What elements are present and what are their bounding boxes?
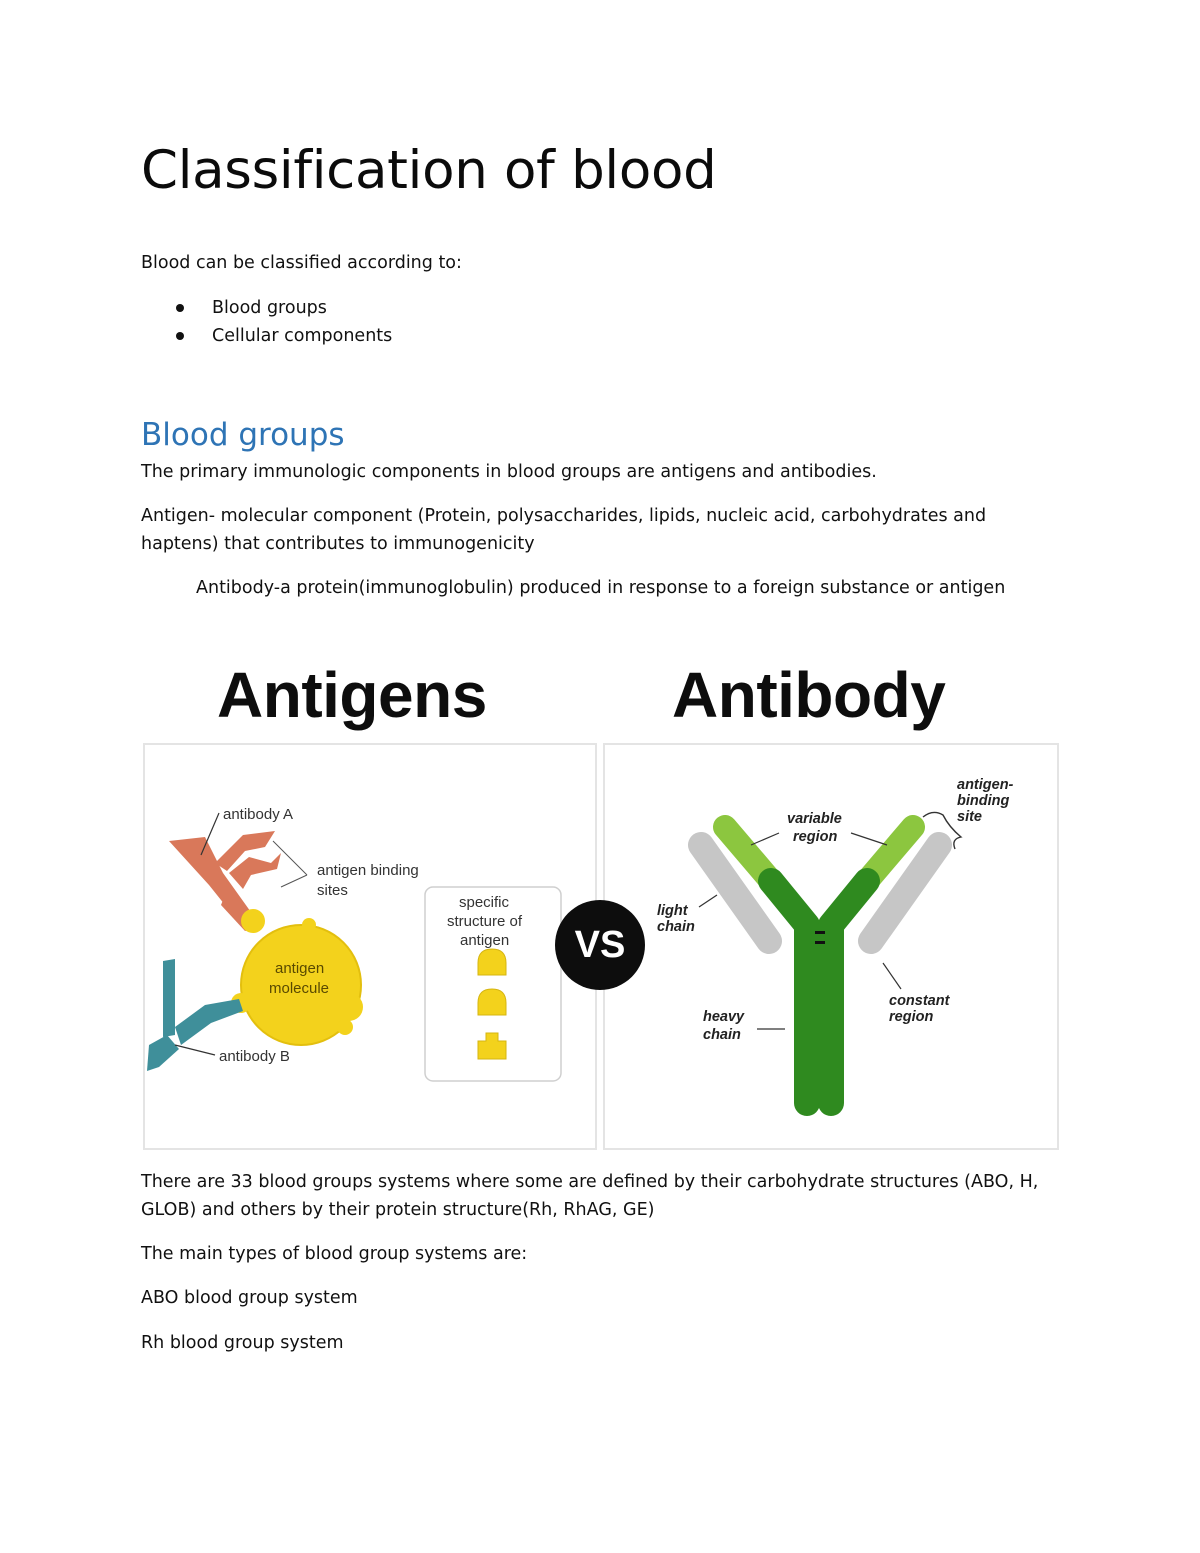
- systems-text-line2: GLOB) and others by their protein structure(Rh, RhAG, GE): [141, 1200, 655, 1220]
- label-specific-3: antigen: [460, 932, 510, 949]
- antibody-a-shape: [169, 831, 281, 931]
- antigens-panel: [143, 743, 597, 1150]
- label-variable-2: region: [793, 829, 838, 845]
- vs-badge: VS: [555, 900, 645, 990]
- document-title: Classification of blood: [141, 140, 717, 201]
- label-binding-site-3: site: [957, 809, 982, 825]
- section-heading: Blood groups: [141, 417, 345, 453]
- antigens-heading: Antigens: [217, 659, 487, 731]
- list-item: [170, 322, 392, 350]
- label-constant-2: region: [889, 1009, 934, 1025]
- label-heavy-2: chain: [703, 1027, 741, 1043]
- label-binding-sites-1: antigen binding: [317, 862, 419, 879]
- antigen-definition-line2: haptens) that contributes to immunogenicity: [141, 534, 535, 554]
- primary-components-text: The primary immunologic components in blood groups are antigens and antibodies.: [141, 462, 877, 482]
- main-types-text: The main types of blood group systems are:: [141, 1244, 528, 1264]
- label-antibody-b: antibody B: [219, 1048, 290, 1065]
- list-item: [170, 294, 392, 322]
- classification-list: [170, 294, 392, 350]
- bullet-icon: [176, 304, 184, 312]
- label-specific-1: specific: [459, 894, 510, 911]
- label-binding-site-2: binding: [957, 793, 1010, 809]
- label-antibody-a: antibody A: [223, 806, 294, 823]
- label-binding-site-1: antigen-: [957, 777, 1014, 793]
- label-light-2: chain: [657, 919, 695, 935]
- systems-text-line1: There are 33 blood groups systems where some are defined by their carbohydrate structures (ABO, H,: [141, 1172, 1039, 1192]
- label-binding-sites-2: sites: [317, 882, 348, 899]
- label-variable-1: variable: [787, 811, 842, 827]
- list-item-label: Cellular components: [212, 326, 393, 346]
- antigen-definition-line1: Antigen- molecular component (Protein, polysaccharides, lipids, nucleic acid, carbohydrates and: [141, 506, 987, 526]
- intro-text: Blood can be classified according to:: [141, 253, 462, 273]
- antibody-heading: Antibody: [672, 659, 946, 731]
- bullet-icon: [176, 332, 184, 340]
- label-antigen-molecule-1: antigen: [275, 960, 325, 977]
- antigen-illustration: [145, 745, 595, 1148]
- antibody-definition: Antibody-a protein(immunoglobulin) produced in response to a foreign substance or antigen: [196, 578, 1006, 598]
- abo-system-text: ABO blood group system: [141, 1288, 358, 1308]
- antigen-antibody-figure: [141, 650, 1061, 1150]
- label-heavy-1: heavy: [703, 1009, 745, 1025]
- label-antigen-molecule-2: molecule: [269, 980, 330, 997]
- antibody-panel: [603, 743, 1059, 1150]
- label-light-1: light: [657, 903, 688, 919]
- label-constant-1: constant: [889, 993, 950, 1009]
- label-specific-2: structure of: [447, 913, 523, 930]
- rh-system-text: Rh blood group system: [141, 1333, 344, 1353]
- list-item-label: Blood groups: [212, 298, 327, 318]
